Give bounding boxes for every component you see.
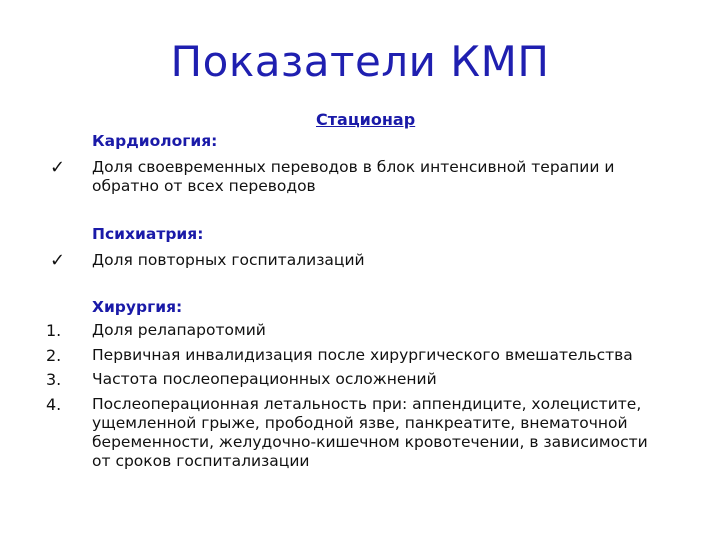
list-number: 4. (46, 395, 62, 414)
checkmark-icon: ✓ (50, 157, 66, 178)
psychiatry-heading: Психиатрия: (92, 225, 204, 243)
surgery-item-line: ущемленной грыже, прободной язве, панкреатите, внематочной (92, 414, 628, 432)
slide-title: Показатели КМП (170, 37, 550, 86)
psychiatry-text-line: Доля повторных госпитализаций (92, 251, 365, 269)
cardiology-heading: Кардиология: (92, 132, 218, 150)
surgery-item-line: от сроков госпитализации (92, 452, 310, 470)
cardiology-text-line: Доля своевременных переводов в блок интенсивной терапии и (92, 158, 615, 176)
surgery-heading: Хирургия: (92, 298, 183, 316)
checkmark-icon: ✓ (50, 250, 66, 271)
cardiology-text-line: обратно от всех переводов (92, 177, 316, 195)
list-number: 3. (46, 370, 62, 389)
list-number: 2. (46, 346, 62, 365)
surgery-item-line: беременности, желудочно-кишечном кровотечении, в зависимости (92, 433, 648, 451)
surgery-item-line: Первичная инвалидизация после хирургического вмешательства (92, 346, 633, 364)
surgery-item-line: Доля релапаротомий (92, 321, 266, 339)
list-number: 1. (46, 321, 62, 340)
surgery-item-line: Послеоперационная летальность при: аппендиците, холецистите, (92, 395, 642, 413)
subheading-inpatient: Стационар (316, 110, 416, 129)
surgery-item-line: Частота послеоперационных осложнений (92, 370, 437, 388)
